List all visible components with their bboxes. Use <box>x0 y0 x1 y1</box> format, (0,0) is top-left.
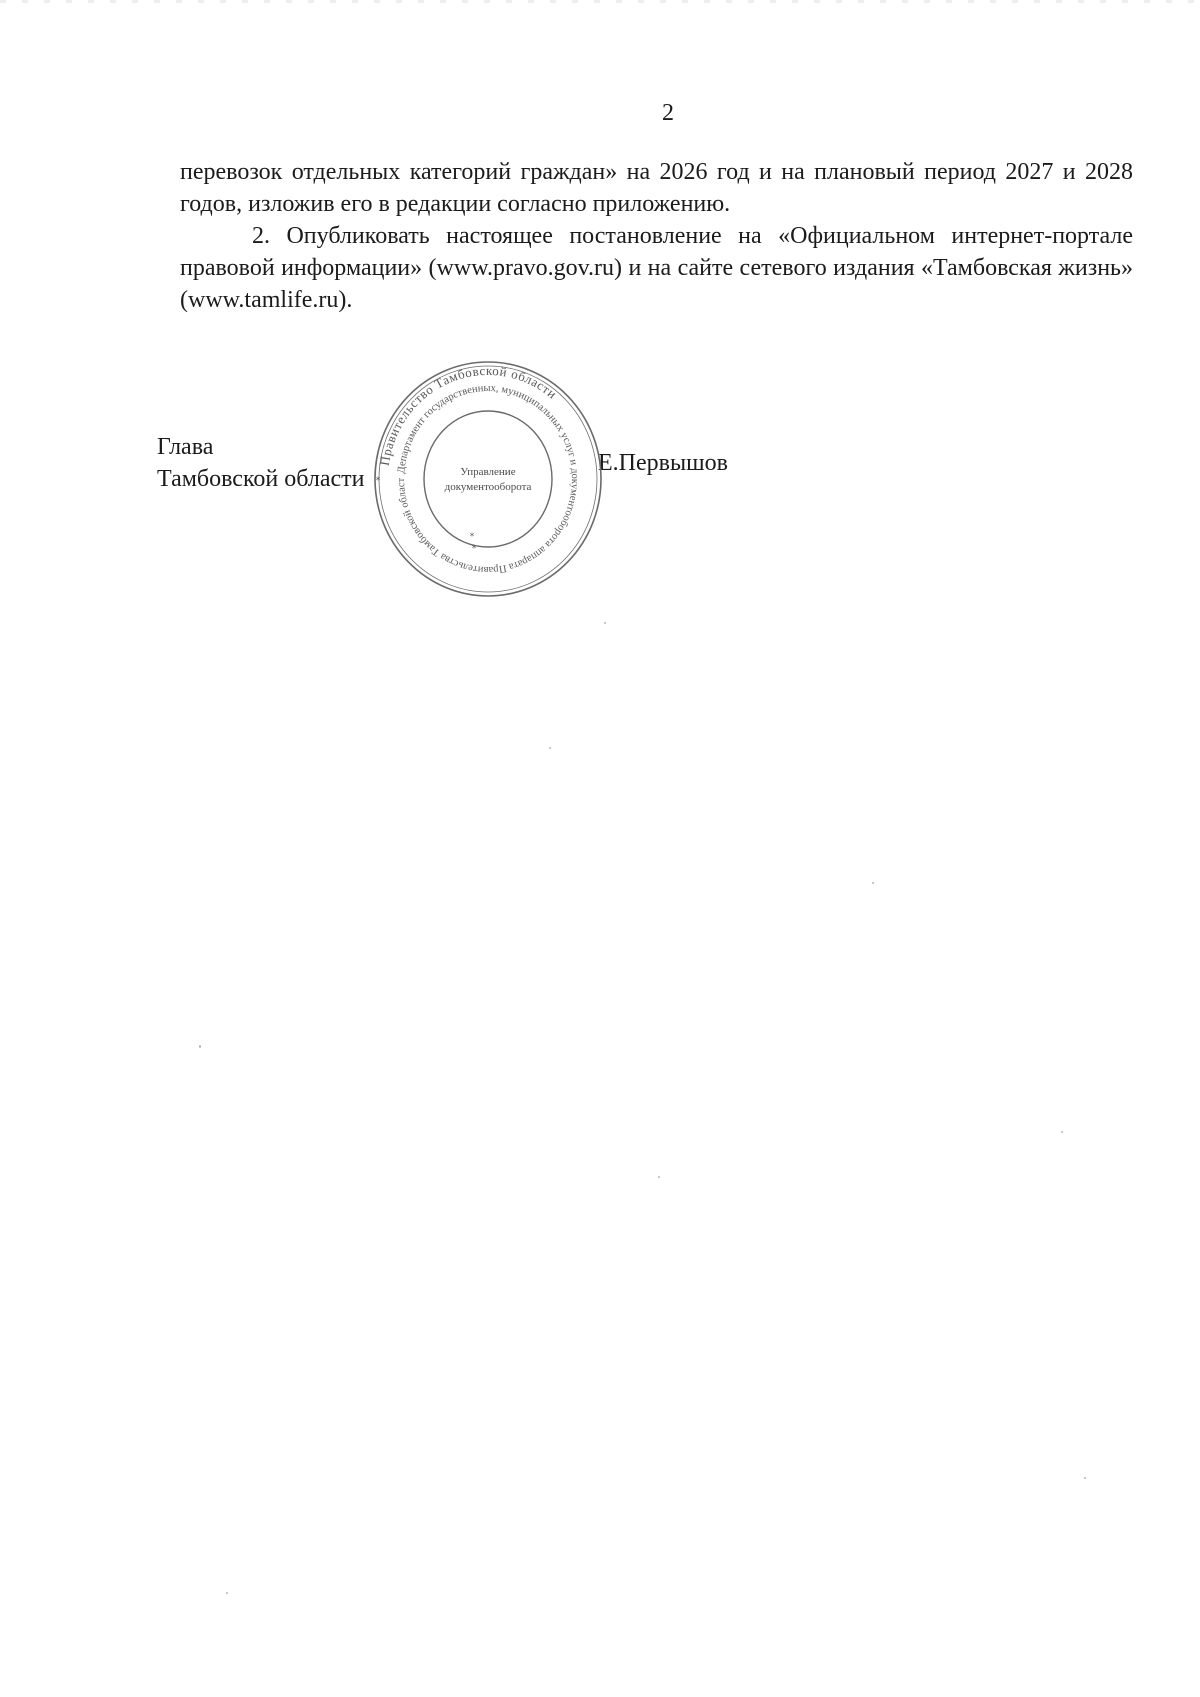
scan-speck <box>658 1176 660 1178</box>
scan-speck <box>872 882 874 884</box>
scan-speck <box>1084 1477 1086 1479</box>
signer-name: Е.Первышов <box>598 450 728 476</box>
scan-speck <box>199 1045 201 1048</box>
signature-position-line2: Тамбовской области <box>157 466 365 492</box>
body-text <box>180 156 1133 316</box>
seal-star-side: * <box>375 476 381 486</box>
seal-outer-text: Правительство Тамбовской области <box>376 362 561 467</box>
seal-center-line1: Управление <box>460 466 516 478</box>
seal-inner-ring <box>424 411 552 547</box>
seal-middle-text: Департамент государственных, муниципальных услуг и документооборота аппарата Правительства Тамбовской област <box>395 382 581 576</box>
seal-center-line2: документооборота <box>444 481 532 493</box>
paragraph-continuation: перевозок отдельных категорий граждан» на 2026 год и на плановый период 2027 и 2028 годов, изложив его в редакции согласно приложению. <box>180 159 1133 217</box>
scan-speck <box>604 622 606 624</box>
scan-edge-noise <box>0 0 1200 3</box>
page-number: 2 <box>662 100 674 126</box>
scan-speck <box>226 1592 228 1594</box>
signature-position <box>157 431 364 495</box>
scan-speck <box>1061 1131 1063 1133</box>
scan-speck <box>549 747 551 749</box>
seal-star-left-2: * <box>471 544 477 554</box>
seal-graphic <box>372 358 604 600</box>
paragraph-publication: 2. Опубликовать настоящее постановление на «Официальном интернет-портале правовой информации» (www.pravo.gov.ru) и на сайте сетевого издания «Тамбовская жизнь» (www.tamlife.ru). <box>180 223 1133 313</box>
signature-position-line1: Глава <box>157 434 214 460</box>
seal-star-left: * <box>469 532 475 542</box>
official-seal <box>372 358 604 600</box>
